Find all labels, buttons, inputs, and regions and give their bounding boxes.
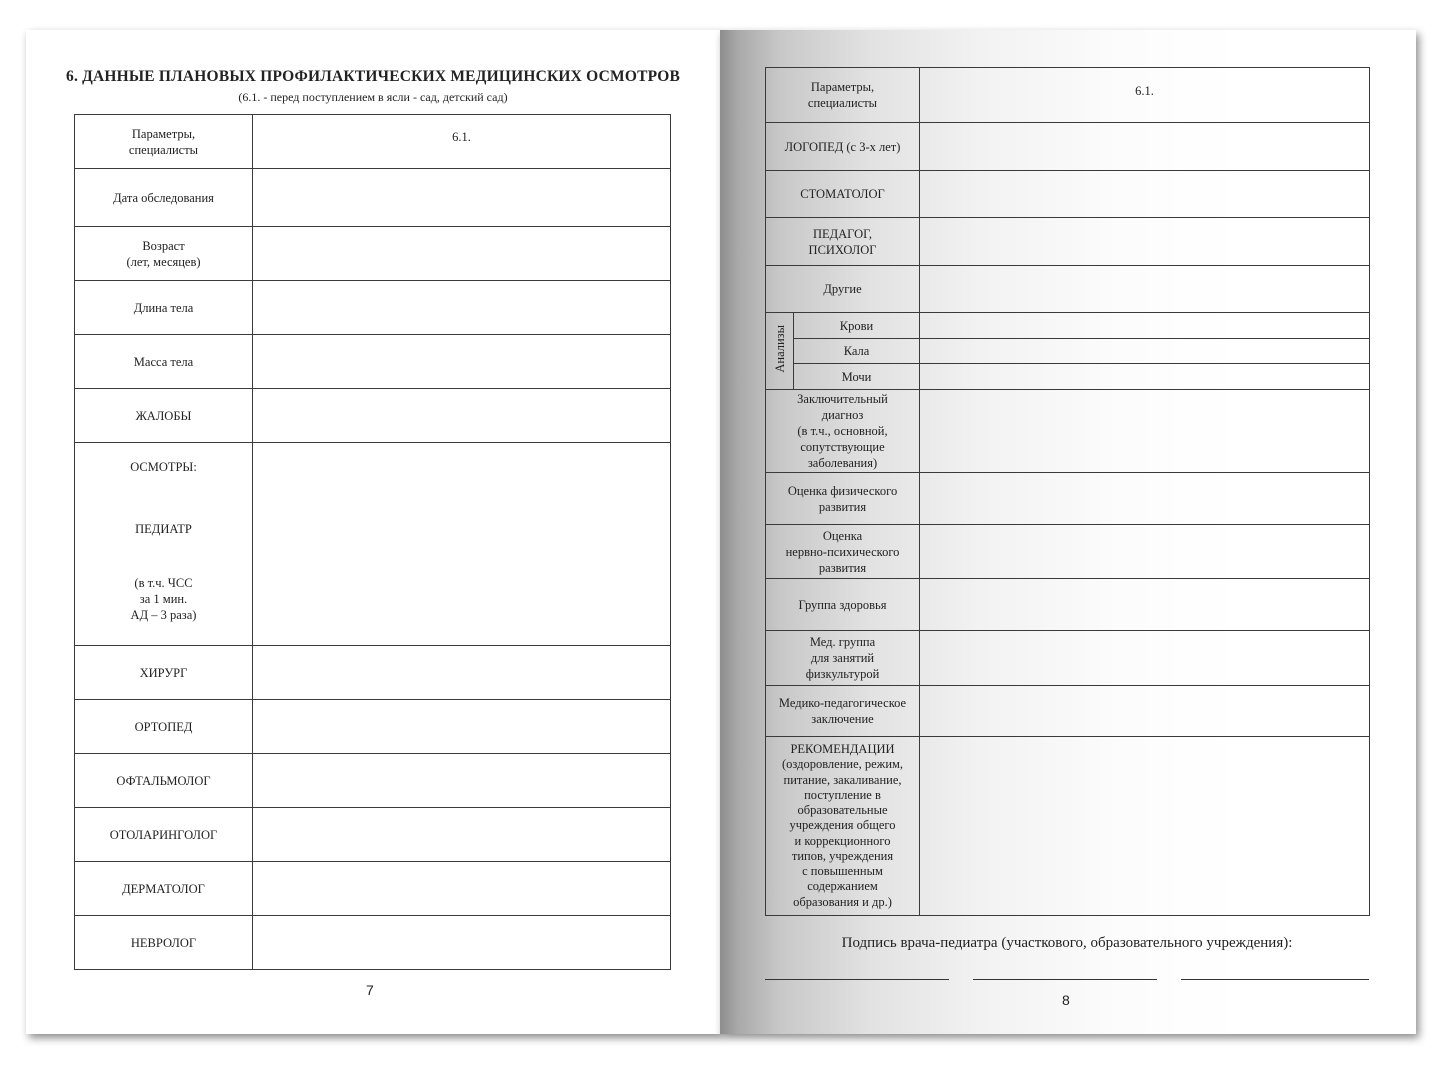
table-header-row — [75, 115, 671, 169]
table-row — [75, 862, 671, 916]
final-diagnosis-field[interactable] — [920, 390, 1370, 473]
exam-date-field[interactable] — [253, 169, 671, 227]
otolaryngologist-field[interactable] — [253, 808, 671, 862]
row-label-otolaryngologist: ОТОЛАРИНГОЛОГ — [75, 808, 253, 862]
table-header-row — [766, 68, 1370, 123]
blood-field[interactable] — [920, 313, 1370, 339]
orthopedist-field[interactable] — [253, 700, 671, 754]
ophthalmologist-field[interactable] — [253, 754, 671, 808]
table-row — [766, 737, 1370, 916]
row-label-dermatologist: ДЕРМАТОЛОГ — [75, 862, 253, 916]
row-label-recommendations: РЕКОМЕНДАЦИИ (оздоровление, режим, питание, закаливание, поступление в образовательные учреждения общего и коррекционного типов, учреждения с повышенным содержанием образования и др.) — [766, 737, 920, 916]
left-page — [26, 30, 720, 1034]
table-row — [766, 171, 1370, 218]
row-label-final-diagnosis: Заключительный диагноз (в т.ч., основной, сопутствующие заболевания) — [766, 390, 920, 473]
dermatologist-field[interactable] — [253, 862, 671, 916]
table-row — [766, 390, 1370, 473]
body-mass-field[interactable] — [253, 335, 671, 389]
table-row — [766, 631, 1370, 686]
exams-title: ОСМОТРЫ: — [130, 460, 197, 474]
table-row — [75, 335, 671, 389]
row-label-speech-therapist: ЛОГОПЕД (с 3-х лет) — [766, 123, 920, 171]
row-label-orthopedist: ОРТОПЕД — [75, 700, 253, 754]
table-row — [766, 579, 1370, 631]
body-length-field[interactable] — [253, 281, 671, 335]
row-label-dentist: СТОМАТОЛОГ — [766, 171, 920, 218]
analyses-group-label — [766, 313, 794, 390]
surgeon-field[interactable] — [253, 646, 671, 700]
medical-pedagogical-conclusion-field[interactable] — [920, 686, 1370, 737]
table-row — [766, 266, 1370, 313]
table-row-analysis — [766, 339, 1370, 364]
pe-group-field[interactable] — [920, 631, 1370, 686]
others-field[interactable] — [920, 266, 1370, 313]
row-label-surgeon: ХИРУРГ — [75, 646, 253, 700]
signature-line-3[interactable] — [1181, 979, 1369, 980]
row-label-complaints: ЖАЛОБЫ — [75, 389, 253, 443]
table-row — [75, 808, 671, 862]
pediatrician-label: ПЕДИАТР — [135, 522, 192, 536]
table-row — [75, 227, 671, 281]
header-label: Параметры, специалисты — [75, 115, 253, 169]
row-label-neurologist: НЕВРОЛОГ — [75, 916, 253, 970]
age-field[interactable] — [253, 227, 671, 281]
table-row — [75, 389, 671, 443]
table-row — [766, 123, 1370, 171]
row-label-medical-pedagogical-conclusion: Медико-педагогическое заключение — [766, 686, 920, 737]
table-row-analysis — [766, 364, 1370, 390]
row-label-body-mass: Масса тела — [75, 335, 253, 389]
row-label-health-group: Группа здоровья — [766, 579, 920, 631]
table-row — [75, 646, 671, 700]
row-label-urine: Мочи — [794, 364, 920, 390]
page-number-left: 7 — [366, 982, 374, 998]
pediatrician-note: (в т.ч. ЧСС за 1 мин. АД – 3 раза) — [130, 576, 197, 622]
section-subheading: (6.1. - перед поступлением в ясли - сад, детский сад) — [238, 90, 508, 104]
table-row — [75, 916, 671, 970]
complaints-field[interactable] — [253, 389, 671, 443]
signature-label: Подпись врача-педиатра (участкового, образовательного учреждения): — [841, 935, 1293, 951]
table-row — [766, 473, 1370, 525]
urine-field[interactable] — [920, 364, 1370, 390]
health-group-field[interactable] — [920, 579, 1370, 631]
right-exam-table — [765, 67, 1370, 916]
row-label-ophthalmologist: ОФТАЛЬМОЛОГ — [75, 754, 253, 808]
left-exam-table — [74, 114, 671, 970]
row-label-neuropsychic-development: Оценка нервно-психического развития — [766, 525, 920, 579]
table-row-exams — [75, 443, 671, 646]
stool-field[interactable] — [920, 339, 1370, 364]
row-label-stool: Кала — [794, 339, 920, 364]
table-row — [766, 686, 1370, 737]
exams-label-cell — [75, 443, 253, 646]
row-label-exam-date: Дата обследования — [75, 169, 253, 227]
row-label-teacher-psychologist: ПЕДАГОГ, ПСИХОЛОГ — [766, 218, 920, 266]
signature-line-2[interactable] — [973, 979, 1157, 980]
dentist-field[interactable] — [920, 171, 1370, 218]
table-row — [766, 218, 1370, 266]
neuropsychic-development-field[interactable] — [920, 525, 1370, 579]
pediatrician-field[interactable] — [253, 443, 671, 646]
header-value: 6.1. — [920, 68, 1370, 123]
table-row — [75, 700, 671, 754]
signature-line-1[interactable] — [765, 979, 949, 980]
row-label-pe-group: Мед. группа для занятий физкультурой — [766, 631, 920, 686]
row-label-age: Возраст (лет, месяцев) — [75, 227, 253, 281]
row-label-blood: Крови — [794, 313, 920, 339]
teacher-psychologist-field[interactable] — [920, 218, 1370, 266]
table-row — [75, 754, 671, 808]
table-row — [766, 525, 1370, 579]
right-page — [720, 30, 1416, 1034]
neurologist-field[interactable] — [253, 916, 671, 970]
table-row — [75, 281, 671, 335]
recommendations-field[interactable] — [920, 737, 1370, 916]
header-label: Параметры, специалисты — [766, 68, 920, 123]
row-label-physical-development: Оценка физического развития — [766, 473, 920, 525]
page-number-right: 8 — [1062, 992, 1070, 1008]
table-row-analysis — [766, 313, 1370, 339]
table-row — [75, 169, 671, 227]
row-label-others: Другие — [766, 266, 920, 313]
analyses-label: Анализы — [772, 325, 787, 373]
section-heading: 6. ДАННЫЕ ПЛАНОВЫХ ПРОФИЛАКТИЧЕСКИХ МЕДИЦИНСКИХ ОСМОТРОВ — [66, 68, 680, 85]
physical-development-field[interactable] — [920, 473, 1370, 525]
row-label-body-length: Длина тела — [75, 281, 253, 335]
speech-therapist-field[interactable] — [920, 123, 1370, 171]
header-value: 6.1. — [253, 115, 671, 169]
